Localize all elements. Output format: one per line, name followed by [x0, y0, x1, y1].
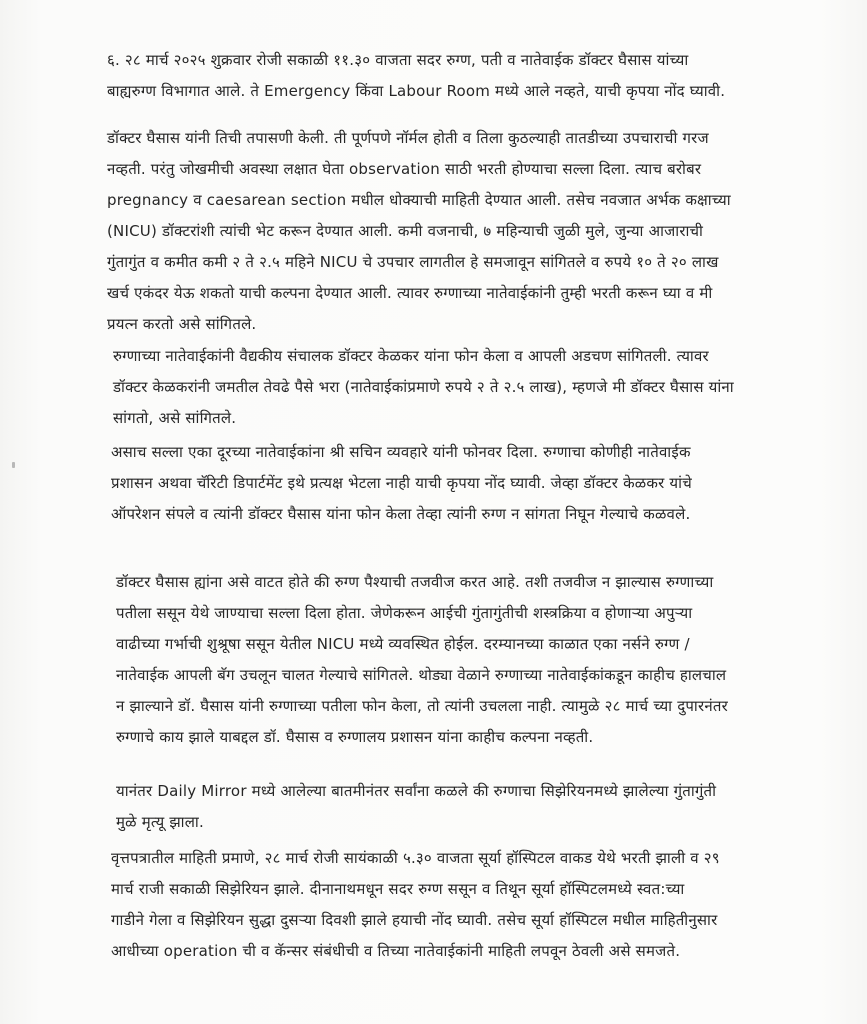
- text-line: प्रयत्न करतो असे सांगितले.: [107, 315, 257, 333]
- text-line: डॉक्टर घैसास यांनी तिची तपासणी केली. ती पूर्णपणे नॉर्मल होती व तिला कुठल्याही तातडीच्या उपचाराची गरज: [107, 129, 709, 147]
- text-line: डॉक्टर घैसास ह्यांना असे वाटत होते की रुग्ण पैश्याची तजवीज करत आहे. तशी तजवीज न झाल्यास रुग्णाच्या: [116, 573, 714, 591]
- text-line: खर्च एकंदर येऊ शकतो याची कल्पना देण्यात आली. त्यावर रुग्णाच्या नातेवाईकांनी तुम्ही भरती करून घ्या व मी: [107, 284, 713, 302]
- text-line: डॉक्टर केळकरांनी जमतील तेवढे पैसे भरा (नातेवाईकांप्रमाणे रुपये २ ते २.५ लाख), म्हणजे मी डॉक्टर घैसास यांना: [113, 378, 734, 396]
- text-line: वृत्तपत्रातील माहिती प्रमाणे, २८ मार्च रोजी सायंकाळी ५.३० वाजता सूर्या हॉस्पिटल वाकड येथे भरती झाली व २९: [111, 849, 720, 867]
- text-line: रुग्णाचे काय झाले याबद्दल डॉ. घैसास व रुग्णालय प्रशासन यांना काहीच कल्पना नव्हती.: [116, 728, 594, 746]
- text-line: (NICU) डॉक्टरांशी त्यांची भेट करून देण्यात आली. कमी वजनाची, ७ महिन्याची जुळी मुले, जुन्या आजाराची: [107, 222, 704, 240]
- text-line: ऑपरेशन संपले व त्यांनी डॉक्टर घैसास यांना फोन केला तेव्हा त्यांनी रुग्ण न सांगता निघून गेल्याचे कळवले.: [111, 505, 691, 523]
- text-line: नव्हती. परंतु जोखमीची अवस्था लक्षात घेता observation साठी भरती होण्याचा सल्ला दिला. त्याच बरोबर: [107, 160, 702, 178]
- text-line: असाच सल्ला एका दूरच्या नातेवाईकांना श्री सचिन व्यवहारे यांनी फोनवर दिला. रुग्णाचा कोणीही नातेवाईक: [111, 443, 691, 461]
- text-line: प्रशासन अथवा चॅरिटी डिपार्टमेंट इथे प्रत्यक्ष भेटला नाही याची कृपया नोंद घ्यावी. जेव्हा डॉक्टर केळकर यांचे: [111, 474, 692, 492]
- text-line: मुळे मृत्यू झाला.: [116, 813, 204, 831]
- text-line: ६. २८ मार्च २०२५ शुक्रवार रोजी सकाळी ११.३० वाजता सदर रुग्ण, पती व नातेवाईक डॉक्टर घैसास यांच्या: [107, 51, 689, 69]
- paragraph-sassoon-advice: [116, 567, 728, 753]
- paragraph-6-visit: [107, 45, 725, 107]
- text-line: सांगतो, असे सांगितले.: [113, 409, 237, 427]
- paragraph-news-report: [116, 776, 716, 838]
- text-line: गुंतागुंत व कमीत कमी २ ते २.५ महिने NICU चे उपचार लागतील हे समजावून सांगितले व रुपये १० ते २० लाख: [107, 253, 719, 271]
- text-line: पतीला ससून येथे जाण्याचा सल्ला दिला होता. जेणेकरून आईची गुंतागुंतीची शस्त्रक्रिया व होणाऱ्या अपुऱ्या: [116, 604, 693, 622]
- paragraph-relative-advice: [111, 437, 692, 530]
- text-line: pregnancy व caesarean section मधील धोक्याची माहिती देण्यात आली. तसेच नवजात अर्भक कक्षाच्या: [107, 191, 731, 209]
- text-line: रुग्णाच्या नातेवाईकांनी वैद्यकीय संचालक डॉक्टर केळकर यांना फोन केला व आपली अडचण सांगितली. त्यावर: [113, 347, 709, 365]
- text-line: आधीच्या operation ची व कॅन्सर संबंधीची व तिच्या नातेवाईकांनी माहिती लपवून ठेवली असे समजते.: [111, 942, 681, 960]
- text-line: यानंतर Daily Mirror मध्ये आलेल्या बातमीनंतर सर्वांना कळले की रुग्णाचा सिझेरियनमध्ये झालेल्या गुंतागुंती: [116, 782, 717, 800]
- paragraph-director-call: [113, 341, 734, 434]
- scan-speck: [12, 462, 15, 468]
- text-line: गाडीने गेला व सिझेरियन सुद्धा दुसऱ्या दिवशी झाले हयाची नोंद घ्यावी. तसेच सूर्या हॉस्पिटल मधील माहितीनुसार: [111, 911, 718, 929]
- text-line: नातेवाईक आपली बॅग उचलून चालत गेल्याचे सांगितले. थोड्या वेळाने रुग्णाच्या नातेवाईकांकडून काहीच हालचाल: [116, 666, 727, 684]
- paragraph-surya-hospital: [111, 843, 720, 967]
- paragraph-examination: [107, 123, 731, 340]
- text-line: मार्च राजी सकाळी सिझेरियन झाले. दीनानाथमधून सदर रुग्ण ससून व तिथून सूर्या हॉस्पिटलमध्ये स्वत:च्या: [111, 880, 685, 898]
- text-line: न झाल्याने डॉ. घैसास यांनी रुग्णाच्या पतीला फोन केला, तो त्यांनी उचलला नाही. त्यामुळे २८ मार्च च्या दुपारनंतर: [116, 697, 728, 715]
- text-line: बाह्यरुग्ण विभागात आले. ते Emergency किंवा Labour Room मध्ये आले नव्हते, याची कृपया नोंद घ्यावी.: [107, 82, 726, 100]
- text-line: वाढीच्या गर्भाची शुश्रूषा ससून येतील NICU मध्ये व्यवस्थित होईल. दरम्यानच्या काळात एका नर्सने रुग्ण /: [116, 635, 690, 653]
